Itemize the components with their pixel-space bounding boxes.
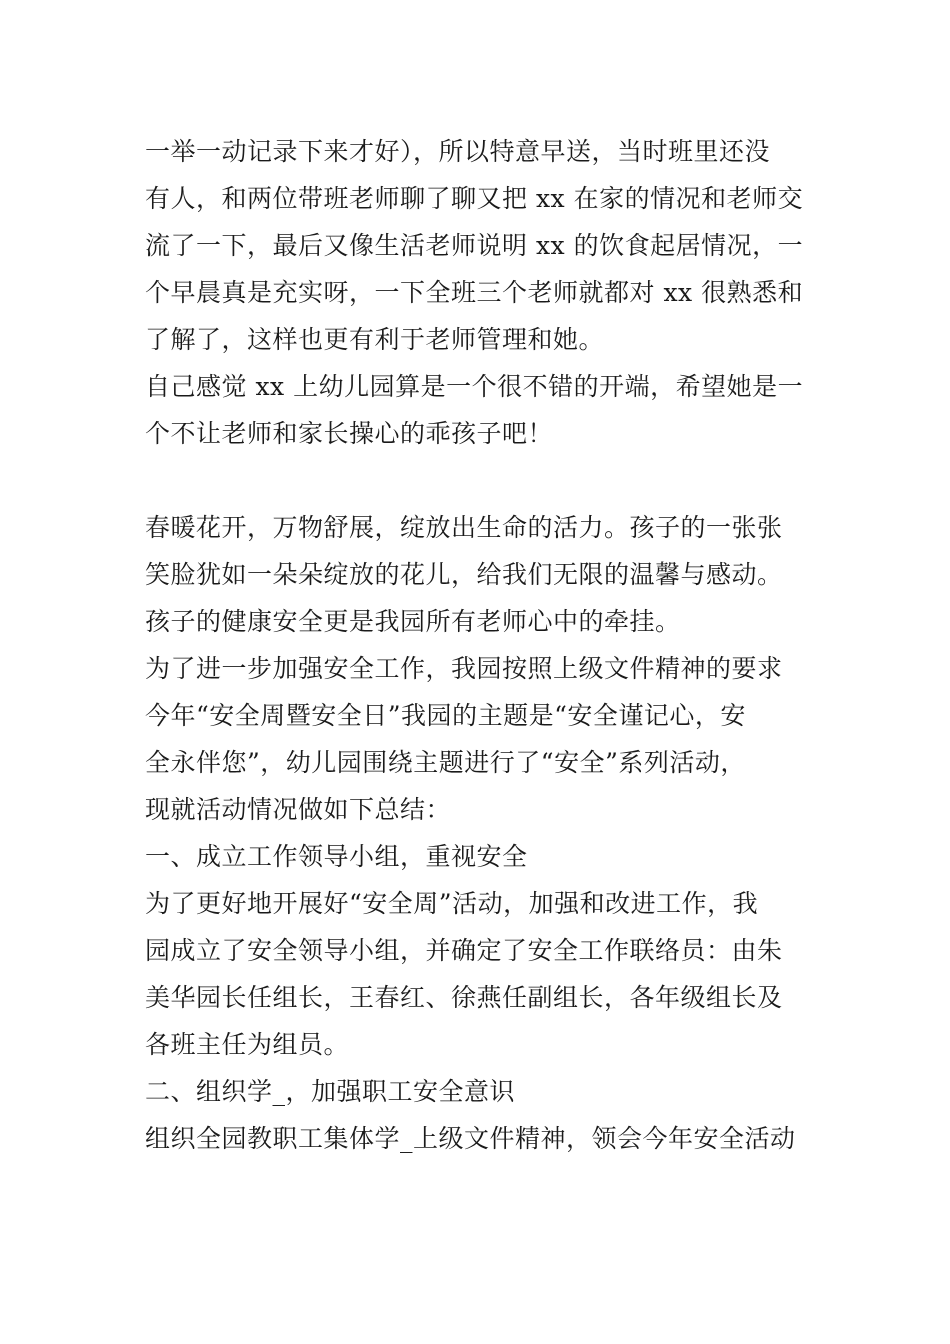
text-line: 一举一动记录下来才好），所以特意早送，当时班里还没 bbox=[145, 137, 771, 166]
text-line: 了解了，这样也更有利于老师管理和她。 bbox=[145, 325, 605, 354]
document-body bbox=[145, 128, 810, 1162]
paragraph-good-start bbox=[145, 363, 810, 457]
text-line: 为了进一步加强安全工作，我园按照上级文件精神的要求 bbox=[145, 654, 783, 683]
paragraph-leadership-group bbox=[145, 880, 810, 1068]
blank-line bbox=[145, 457, 810, 504]
text-line: 全永伴您”，幼儿园围绕主题进行了“安全”系列活动， bbox=[145, 748, 746, 777]
text-line: 个早晨真是充实呀，一下全班三个老师就都对 xx 很熟悉和 bbox=[145, 278, 804, 307]
text-line: 今年“安全周暨安全日”我园的主题是“安全谨记心，安 bbox=[145, 701, 746, 730]
text-line: 春暖花开，万物舒展，绽放出生命的活力。孩子的一张张 bbox=[145, 513, 783, 542]
paragraph-staff-study bbox=[145, 1115, 810, 1162]
text-line: 流了一下，最后又像生活老师说明 xx 的饮食起居情况，一 bbox=[145, 231, 804, 260]
section-heading-leadership-group bbox=[145, 833, 810, 880]
text-line: 组织全园教职工集体学_上级文件精神，领会今年安全活动 bbox=[145, 1124, 796, 1153]
text-line: 现就活动情况做如下总结： bbox=[145, 795, 452, 824]
text-line: 孩子的健康安全更是我园所有老师心中的牵挂。 bbox=[145, 607, 681, 636]
text-line: 园成立了安全领导小组，并确定了安全工作联络员：由朱 bbox=[145, 936, 783, 965]
paragraph-spring-intro bbox=[145, 504, 810, 645]
paragraph-safety-week-theme bbox=[145, 645, 810, 833]
text-line: 有人，和两位带班老师聊了聊又把 xx 在家的情况和老师交 bbox=[145, 184, 804, 213]
heading-line: 一、成立工作领导小组，重视安全 bbox=[145, 842, 528, 871]
text-line: 个不让老师和家长操心的乖孩子吧！ bbox=[145, 419, 554, 448]
section-heading-staff-study bbox=[145, 1068, 810, 1115]
paragraph-early-drop-off bbox=[145, 128, 810, 363]
heading-line: 二、组织学_，加强职工安全意识 bbox=[145, 1077, 516, 1106]
text-line: 为了更好地开展好“安全周”活动，加强和改进工作，我 bbox=[145, 889, 759, 918]
text-line: 美华园长任组长，王春红、徐燕任副组长，各年级组长及 bbox=[145, 983, 783, 1012]
text-line: 自己感觉 xx 上幼儿园算是一个很不错的开端，希望她是一 bbox=[145, 372, 804, 401]
text-line: 笑脸犹如一朵朵绽放的花儿，给我们无限的温馨与感动。 bbox=[145, 560, 783, 589]
text-line: 各班主任为组员。 bbox=[145, 1030, 350, 1059]
